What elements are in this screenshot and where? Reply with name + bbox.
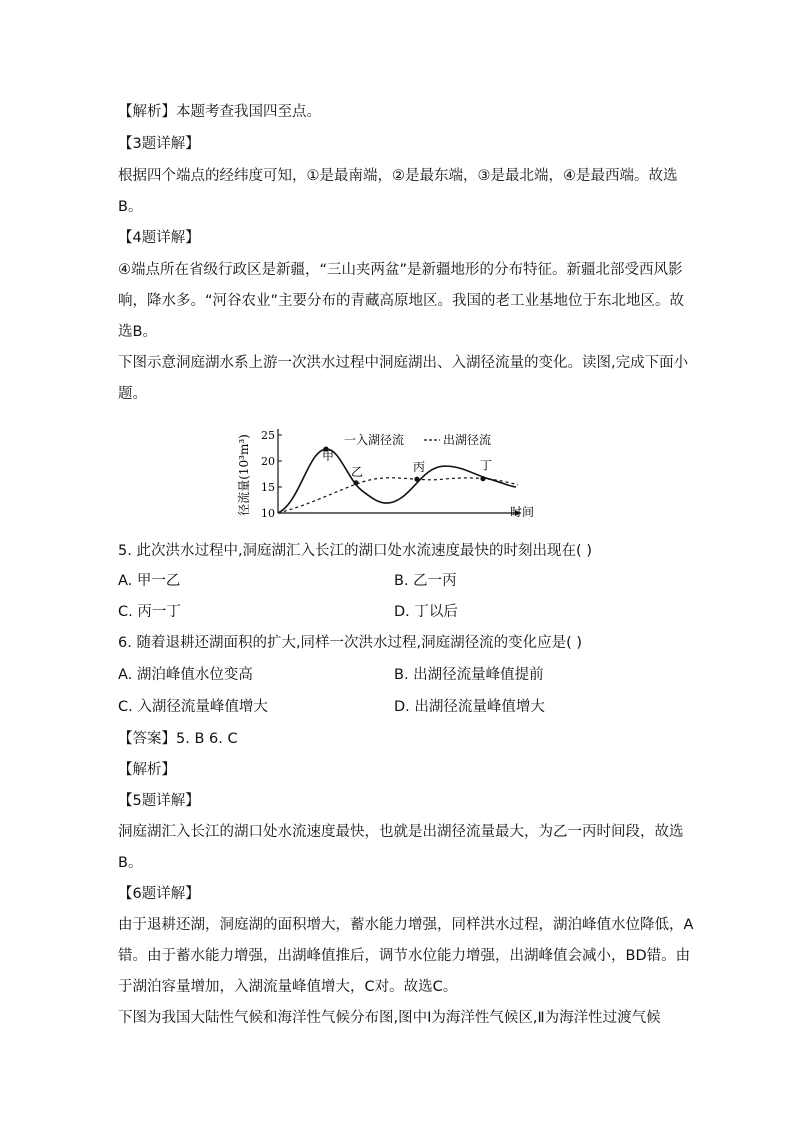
q5-detail-text: 洞庭湖汇入长江的湖口处水流速度最快，也就是出湖径流量最大，为乙一丙时间段，故选: [118, 824, 684, 840]
point-label: 丙: [413, 460, 426, 475]
y-tick-label: 20: [261, 455, 275, 468]
point-markers: [322, 446, 492, 485]
point-marker: [480, 476, 485, 481]
q6-detail-heading: 【6题详解】: [118, 886, 200, 902]
q6-option-a[interactable]: A. 湖泊峰值水位变高: [118, 667, 253, 683]
point-label: 甲: [322, 449, 335, 464]
q6-option-d[interactable]: D. 出湖径流量峰值增大: [394, 699, 545, 715]
q4-detail-heading: 【4题详解】: [118, 230, 200, 246]
runoff-chart: [236, 420, 536, 525]
ylabel: 径流量(10³m³): [237, 434, 251, 516]
series-outflow-line: [278, 478, 518, 513]
point-label: 乙: [351, 464, 364, 479]
y-axis-label: [236, 434, 251, 516]
q5-option-b[interactable]: B. 乙一丙: [394, 573, 457, 589]
q5-option-c[interactable]: C. 丙一丁: [118, 604, 181, 620]
next-figure-intro: 下图为我国大陆性气候和海洋性气候分布图,图中Ⅰ为海洋性气候区,Ⅱ为海洋性过渡气候: [118, 1010, 661, 1026]
q3-detail-heading: 【3题详解】: [118, 136, 200, 152]
point-marker: [353, 480, 358, 485]
answer-line: 【答案】5. B 6. C: [118, 731, 238, 747]
figure-intro-1: 下图示意洞庭湖水系上游一次洪水过程中洞庭湖出、入湖径流量的变化。读图,完成下面小: [118, 355, 689, 371]
q4-detail-text-2: 响，降水多。“河谷农业”主要分布的青藏高原地区。我国的老工业基地位于东北地区。故: [118, 293, 685, 309]
q5-option-a[interactable]: A. 甲一乙: [118, 573, 181, 589]
q6-detail-text-3: 于湖泊容量增加，入湖流量峰值增大，C对。故选C。: [118, 979, 458, 995]
q5-detail-text-end: B。: [118, 855, 143, 871]
y-tick-label: 15: [261, 481, 275, 494]
q4-detail-text-3: 选B。: [118, 324, 157, 340]
figure-intro-2: 题。: [118, 386, 147, 402]
xlabel: 时间: [509, 505, 534, 519]
analysis-heading: 【解析】: [118, 762, 176, 778]
q4-detail-text-1: ④端点所在省级行政区是新疆，“三山夹两盆”是新疆地形的分布特征。新疆北部受西风影: [118, 262, 683, 278]
legend-outflow: 出湖径流: [443, 433, 492, 447]
q5-detail-heading: 【5题详解】: [118, 793, 200, 809]
y-ticks: [261, 429, 282, 520]
legend: [344, 432, 491, 447]
q6-option-b[interactable]: B. 出湖径流量峰值提前: [394, 667, 544, 683]
y-tick-label: 25: [261, 429, 275, 442]
point-marker: [414, 477, 419, 482]
question-5: 5. 此次洪水过程中,洞庭湖汇入长江的湖口处水流速度最快的时刻出现在( ): [118, 543, 592, 559]
y-tick-label: 10: [261, 507, 275, 520]
analysis-intro: 【解析】本题考查我国四至点。: [118, 104, 321, 120]
q6-detail-text-2: 错。由于蓄水能力增强，出湖峰值推后，调节水位能力增强，出湖峰值会减小，BD错。由: [118, 948, 691, 964]
q5-option-d[interactable]: D. 丁以后: [394, 604, 458, 620]
q3-detail-text: 根据四个端点的经纬度可知，①是最南端，②是最东端，③是最北端，④是最西端。故选: [118, 168, 678, 184]
q6-detail-text-1: 由于退耕还湖，洞庭湖的面积增大，蓄水能力增强，同样洪水过程，湖泊峰值水位降低，A: [118, 917, 694, 933]
point-label: 丁: [480, 458, 493, 473]
question-6: 6. 随着退耕还湖面积的扩大,同样一次洪水过程,洞庭湖径流的变化应是( ): [118, 635, 583, 651]
q6-option-c[interactable]: C. 入湖径流量峰值增大: [118, 699, 268, 715]
legend-inflow: 一入湖径流: [344, 433, 405, 447]
q3-detail-text-end: B。: [118, 199, 143, 215]
